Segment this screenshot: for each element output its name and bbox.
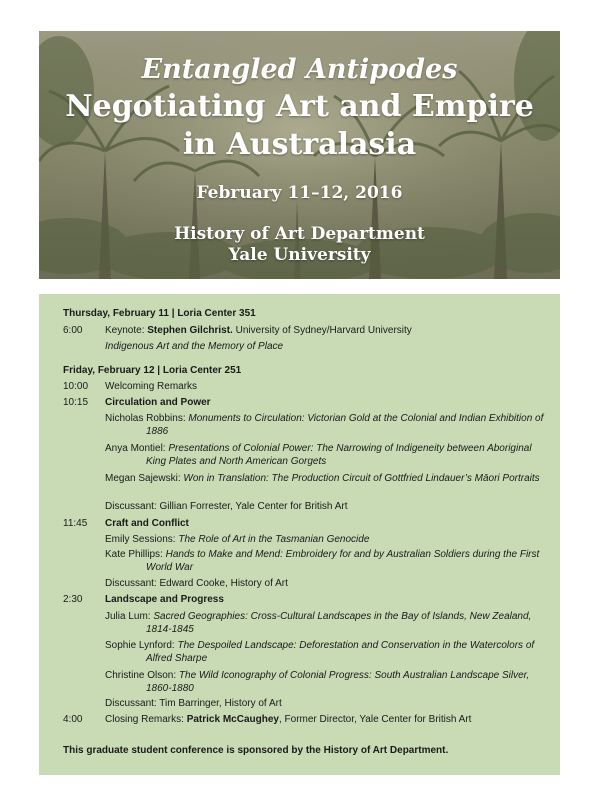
closing-time: 4:00 <box>63 714 83 725</box>
session-time: 10:15 <box>63 397 89 408</box>
thursday-heading: Thursday, February 11 | Loria Center 351 <box>63 308 256 319</box>
keynote-speaker: Stephen Gilchrist. <box>147 325 233 336</box>
session-title: Circulation and Power <box>105 397 211 408</box>
discussant: Discussant: Edward Cooke, History of Art <box>105 578 288 589</box>
talk-speaker: Megan Sajewski: <box>105 473 184 484</box>
session-time: 11:45 <box>63 518 88 529</box>
closing-affiliation: , Former Director, Yale Center for British Art <box>278 714 472 725</box>
talk-title: The Role of Art in the Tasmanian Genocide <box>178 534 370 545</box>
talk-speaker: Sophie Lynford: <box>105 640 178 651</box>
banner-title-line3: in Australasia <box>182 127 417 162</box>
discussant: Discussant: Gillian Forrester, Yale Center for British Art <box>105 501 348 512</box>
banner-title-line2: Negotiating Art and Empire <box>65 89 534 124</box>
talk-speaker: Kate Phillips: <box>105 549 166 560</box>
talk-speaker: Nicholas Robbins: <box>105 413 189 424</box>
talk-title: Won in Translation: The Production Circuit of Gottfried Lindauer’s Māori Portraits <box>183 473 540 484</box>
talk-title: Monuments to Circulation: Victorian Gold at the Colonial and Indian Exhibition of 1886 <box>146 413 544 437</box>
talk-title: Presentations of Colonial Power: The Narrowing of Indigeneity between Aboriginal King Plates and North American Gorgets <box>146 443 532 467</box>
talk-title: Hands to Make and Mend: Embroidery for and by Australian Soldiers during the First World War <box>146 549 540 573</box>
sponsor-note: This graduate student conference is sponsored by the History of Art Department. <box>63 745 449 756</box>
banner-title-italic: Entangled Antipodes <box>141 54 458 85</box>
program-panel <box>39 294 560 775</box>
friday-heading: Friday, February 12 | Loria Center 251 <box>63 365 242 376</box>
talk-title: The Wild Iconography of Colonial Progress: South Australian Landscape Silver, 1860-1880 <box>146 670 530 694</box>
talk-title: Sacred Geographies: Cross-Cultural Landscapes in the Bay of Islands, New Zealand, 1814-1845 <box>146 611 532 635</box>
welcome-text: Welcoming Remarks <box>105 381 198 392</box>
closing-speaker: Patrick McCaughey <box>186 714 279 725</box>
discussant: Discussant: Tim Barringer, History of Art <box>105 698 282 709</box>
keynote-affiliation: University of Sydney/Harvard University <box>232 325 412 336</box>
talk-speaker: Emily Sessions: <box>105 534 179 545</box>
closing-prefix: Closing Remarks: <box>105 714 187 725</box>
welcome-time: 10:00 <box>63 381 89 392</box>
talk-speaker: Julia Lum: <box>105 611 154 622</box>
session-title: Landscape and Progress <box>105 594 224 605</box>
keynote-title: Indigenous Art and the Memory of Place <box>105 341 284 352</box>
session-time: 2:30 <box>63 594 83 605</box>
talk-speaker: Anya Montiel: <box>105 443 169 454</box>
talk-speaker: Christine Olson: <box>105 670 179 681</box>
banner-dates: February 11–12, 2016 <box>196 183 403 203</box>
session-title: Craft and Conflict <box>105 518 189 529</box>
banner-university: Yale University <box>228 245 371 265</box>
keynote-prefix: Keynote: <box>105 325 148 336</box>
header-banner <box>39 31 560 279</box>
keynote-time: 6:00 <box>63 325 83 336</box>
banner-department: History of Art Department <box>174 224 425 244</box>
talk-title: The Despoiled Landscape: Deforestation and Conservation in the Watercolors of Alfred Sharpe <box>146 640 535 664</box>
